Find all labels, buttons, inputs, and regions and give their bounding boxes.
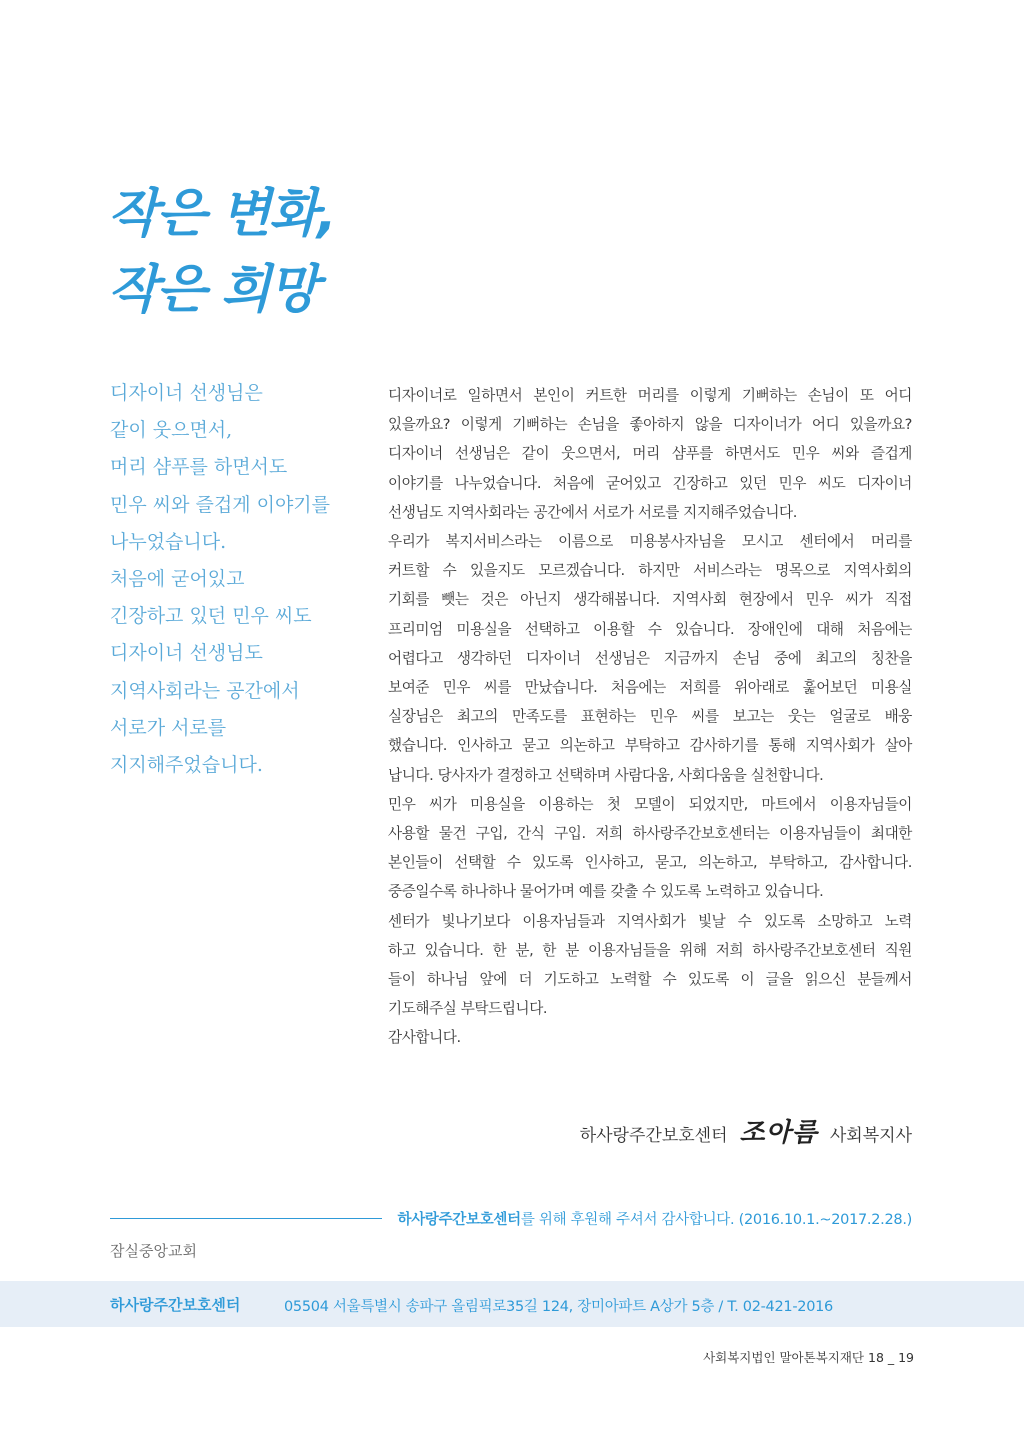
quote-line: 나누었습니다. [110,530,227,553]
pull-quote [110,375,370,784]
center-name: 하사랑주간보호센터 [110,1296,241,1314]
body-line: 선생님도 지역사회라는 공간에서 서로가 서로를 지지해주었습니다. [388,503,797,521]
signature-role: 사회복지사 [829,1126,912,1146]
body-line: 민우 씨가 미용실을 이용하는 첫 모델이 되었지만, 마트에서 이용자님들이 [388,795,912,813]
quote-line: 머리 샴푸를 하면서도 [110,456,288,479]
body-line: 기회를 뺏는 것은 아닌지 생각해봅니다. 지역사회 현장에서 민우 씨가 직접 [388,591,912,609]
quote-line: 디자이너 선생님도 [110,642,263,665]
body-line: 있을까요? 이렇게 기뻐하는 손님을 좋아하지 않을 디자이너가 어디 있을까요? [388,416,912,434]
body-line: 감사합니다. [388,1029,461,1047]
thanks-org: 하사랑주간보호센터 [397,1212,521,1228]
page-title [108,176,335,328]
body-line: 들이 하나님 앞에 더 기도하고 노력할 수 있도록 이 글을 읽으신 분들께서 [388,971,912,989]
title-line-1: 작은 변화, [108,184,335,244]
body-line: 했습니다. 인사하고 묻고 의논하고 부탁하고 감사하기를 통해 지역사회가 살아 [388,737,912,755]
quote-line: 민우 씨와 즐겁게 이야기를 [110,493,331,516]
quote-line: 서로가 서로를 [110,716,227,739]
body-line: 하고 있습니다. 한 분, 한 분 이용자님들을 위해 저희 하사랑주간보호센터 직원 [388,941,912,959]
body-line: 디자이너로 일하면서 본인이 커트한 머리를 이렇게 기뻐하는 손님이 또 어디 [388,387,912,404]
divider-line [110,1218,382,1219]
quote-line: 처음에 굳어있고 [110,568,245,591]
signature [580,1112,912,1149]
article-body [388,381,912,1053]
sponsor-thanks [397,1208,912,1229]
quote-line: 같이 웃으면서, [110,419,233,442]
body-line: 보여준 민우 씨를 만났습니다. 처음에는 저희를 위아래로 훑어보던 미용실 [388,679,912,697]
body-line: 디자이너 선생님은 같이 웃으면서, 머리 샴푸를 하면서도 민우 씨와 즐겁게 [388,445,912,463]
quote-line: 디자이너 선생님은 [110,382,263,404]
signature-org: 하사랑주간보호센터 [579,1126,728,1146]
quote-line: 지지해주었습니다. [110,754,263,777]
body-line: 사용할 물건 구입, 간식 구입. 저희 하사랑주간보호센터는 이용자님들이 최대한 [388,825,912,843]
center-info-bar [0,1281,1024,1327]
signature-name: 조아름 [739,1118,818,1148]
body-line: 본인들이 선택할 수 있도록 인사하고, 묻고, 의논하고, 부탁하고, 감사합니다. [388,854,912,872]
body-line: 프리미엄 미용실을 선택하고 이용할 수 있습니다. 장애인에 대해 처음에는 [388,620,912,638]
body-line: 기도해주실 부탁드립니다. [388,1000,548,1018]
center-address: 05504 서울특별시 송파구 올림픽로35길 124, 장미아파트 A상가 5층 / T. 02-421-2016 [284,1299,833,1315]
quote-line: 긴장하고 있던 민우 씨도 [110,605,312,628]
body-line: 센터가 빛나기보다 이용자님들과 지역사회가 빛날 수 있도록 소망하고 노력 [388,912,912,930]
page-footer: 사회복지법인 말아톤복지재단 18 _ 19 [703,1350,914,1365]
body-line: 우리가 복지서비스라는 이름으로 미용봉사자님을 모시고 센터에서 머리를 [388,533,912,551]
body-line: 어렵다고 생각하던 디자이너 선생님은 지금까지 손님 중에 최고의 칭찬을 [388,649,912,667]
body-line: 실장님은 최고의 만족도를 표현하는 민우 씨를 보고는 웃는 얼굴로 배웅 [388,708,912,726]
body-line: 이야기를 나누었습니다. 처음에 굳어있고 긴장하고 있던 민우 씨도 디자이너 [388,474,912,492]
body-line: 중증일수록 하나하나 물어가며 예를 갖출 수 있도록 노력하고 있습니다. [388,883,824,901]
body-line: 납니다. 당사자가 결정하고 선택하며 사람다움, 사회다움을 실천합니다. [388,766,824,784]
quote-line: 지역사회라는 공간에서 [110,679,300,702]
thanks-text: 를 위해 후원해 주셔서 감사합니다. (2016.10.1.~2017.2.28.) [520,1212,912,1228]
body-line: 커트할 수 있을지도 모르겠습니다. 하지만 서비스라는 명목으로 지역사회의 [388,562,912,580]
donor-name: 잠실중앙교회 [110,1242,197,1260]
title-line-2: 작은 희망 [108,260,318,320]
